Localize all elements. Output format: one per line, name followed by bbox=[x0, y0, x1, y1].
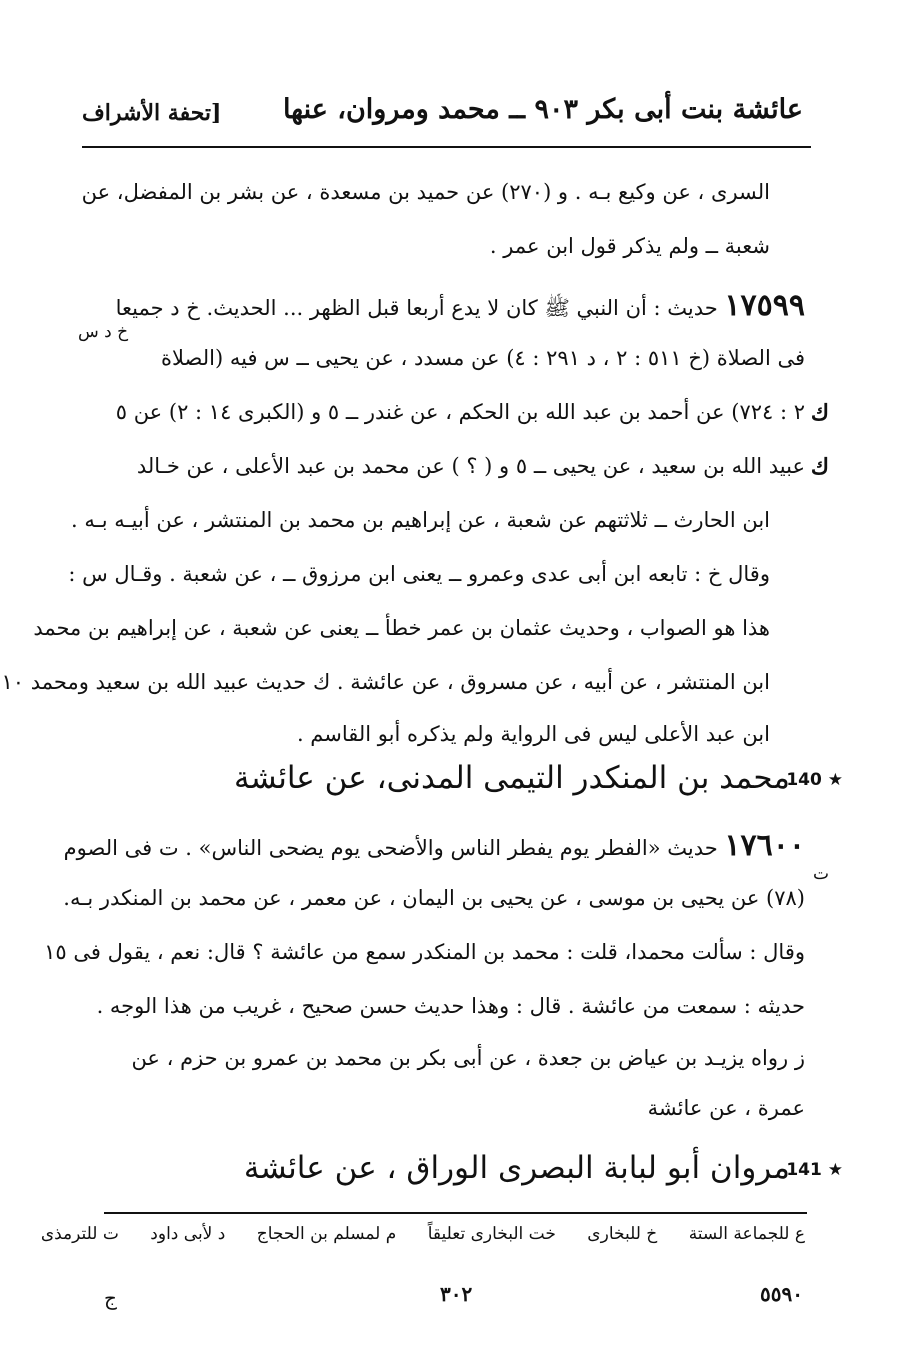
section-number: 141 ★ bbox=[786, 1160, 843, 1180]
section-number: 140 ★ bbox=[786, 770, 843, 790]
hadith-number: ١٧٥٩٩ bbox=[724, 288, 805, 323]
text-line: ابن الحارث ــ ثلاثتهم عن شعبة ، عن إبراهيم بن محمد بن المنتشر ، عن أبيـه بـه . bbox=[70, 508, 770, 532]
text-line: ابن المنتشر ، عن أبيه ، عن مسروق ، عن عائشة . ك حديث عبيد الله بن سعيد ومحمد ١٠ bbox=[1, 670, 770, 694]
running-header-book: [تحفة الأشراف bbox=[82, 100, 222, 126]
text-line: حديث : أن النبي ﷺ كان لا يدع أربعا قبل الظهر ... الحديث. خ د جميعا bbox=[115, 296, 718, 320]
legend-item: ع للجماعة الستة bbox=[688, 1224, 805, 1244]
footer-rule bbox=[104, 1212, 807, 1214]
text-line: ز رواه يزيـد بن عياض بن جعدة ، عن أبى بكر بن محمد بن عمرو بن حزم ، عن bbox=[131, 1046, 805, 1070]
text-line: وقال : سألت محمدا، قلت : محمد بن المنكدر سمع من عائشة ؟ قال: نعم ، يقول فى ١٥ bbox=[44, 940, 805, 964]
margin-sigla: ت bbox=[812, 864, 829, 884]
margin-sigla: خ د س bbox=[78, 322, 129, 342]
text-line: هذا هو الصواب ، وحديث عثمان بن عمر خطأ ــ يعنى عن شعبة ، عن إبراهيم بن محمد bbox=[33, 616, 770, 640]
sigla-legend bbox=[15, 1224, 805, 1244]
legend-item: خت البخارى تعليقاً bbox=[427, 1224, 556, 1244]
hadith-17600-first-line bbox=[64, 828, 805, 863]
text-line: وقال خ : تابعه ابن أبى عدى وعمرو ــ يعنى ابن مرزوق ــ ، عن شعبة . وقـال س : bbox=[68, 562, 770, 586]
hadith-number: ١٧٦٠٠ bbox=[724, 828, 805, 863]
volume-letter: ج bbox=[104, 1286, 117, 1310]
text-line: ٢ : ٧٢٤) عن أحمد بن عبد الله بن الحكم ، عن غندر ــ ٥ و (الكبرى ١٤ : ٢) عن ٥ bbox=[115, 400, 805, 424]
hadith-17599-first-line bbox=[116, 288, 805, 326]
text-line: فى الصلاة (خ ٥١١ : ٢ ، د ٢٩١ : ٤) عن مسدد ، عن يحيى ــ س فيه (الصلاة bbox=[161, 346, 805, 370]
text-line: شعبة ــ ولم يذكر قول ابن عمر . bbox=[489, 234, 770, 258]
header-rule bbox=[82, 146, 811, 148]
legend-item: م لمسلم بن الحجاج bbox=[256, 1224, 397, 1244]
margin-sigla-k: ك bbox=[810, 454, 829, 480]
section-heading: محمد بن المنكدر التيمى المدنى، عن عائشة bbox=[233, 760, 790, 796]
margin-sigla-k: ك bbox=[810, 400, 829, 426]
legend-item: ت للترمذى bbox=[40, 1224, 119, 1244]
footer-code: ٥٥٩٠ bbox=[760, 1282, 803, 1306]
running-header-title: عائشة بنت أبى بكر ٩٠٣ ــ محمد ومروان، عنها bbox=[282, 94, 803, 125]
text-line: (٧٨) عن يحيى بن موسى ، عن يحيى بن اليمان ، عن معمر ، عن محمد بن المنكدر بـه. bbox=[63, 886, 805, 910]
text-line: حديث «الفطر يوم يفطر الناس والأضحى يوم يضحى الناس» . ت فى الصوم bbox=[63, 836, 718, 860]
text-line: عبيد الله بن سعيد ، عن يحيى ــ ٥ و ( ؟ ) عن محمد بن عبد الأعلى ، عن خـالد bbox=[136, 454, 805, 478]
text-line: السرى ، عن وكيع بـه . و (٢٧٠) عن حميد بن مسعدة ، عن بشر بن المفضل، عن bbox=[81, 180, 770, 204]
legend-item: د لأبى داود bbox=[150, 1224, 226, 1244]
text-line: عمرة ، عن عائشة bbox=[647, 1096, 805, 1120]
legend-item: خ للبخارى bbox=[587, 1224, 658, 1244]
text-line: حديثه : سمعت من عائشة . قال : وهذا حديث حسن صحيح ، غريب من هذا الوجه . bbox=[96, 994, 805, 1018]
text-line: ابن عبد الأعلى ليس فى الرواية ولم يذكره أبو القاسم . bbox=[296, 722, 770, 746]
page-number: ٣٠٢ bbox=[440, 1282, 473, 1306]
section-heading: مروان أبو لبابة البصرى الوراق ، عن عائشة bbox=[243, 1150, 790, 1186]
